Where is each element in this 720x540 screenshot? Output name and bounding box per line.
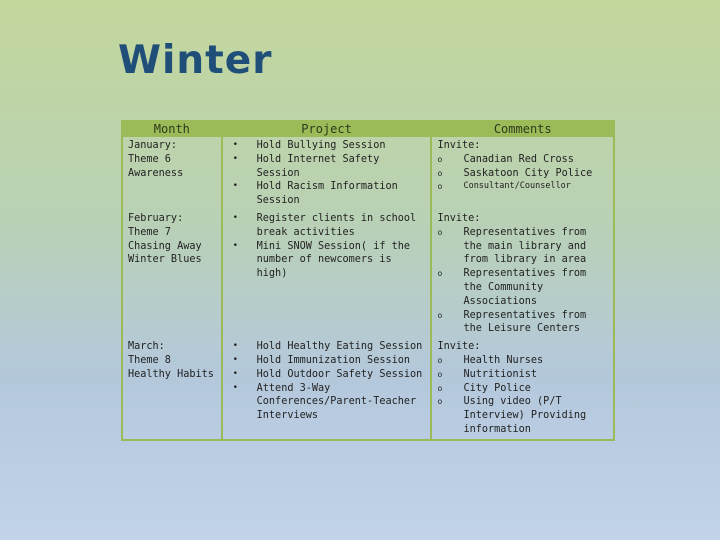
invite-item: o Representatives from the main library and from library in area bbox=[437, 226, 609, 267]
table-row-march bbox=[122, 338, 614, 440]
table-row-february bbox=[122, 210, 614, 338]
project-item: • Mini SNOW Session( if the number of newcomers is high) bbox=[228, 240, 427, 281]
month-theme-title: Chasing Away bbox=[128, 240, 202, 252]
month-theme: Theme 6 bbox=[128, 153, 171, 165]
month-cell bbox=[122, 338, 222, 440]
project-item: • Hold Outdoor Safety Session bbox=[228, 368, 427, 382]
invite-item: o Health Nurses bbox=[437, 354, 609, 368]
project-item: • Register clients in school break activities bbox=[228, 212, 427, 240]
project-item: • Hold Internet Safety Session bbox=[228, 153, 427, 181]
month-theme: Theme 7 bbox=[128, 226, 171, 238]
invite-item: o Using video (P/T Interview) Providing information bbox=[437, 395, 609, 436]
project-item: • Hold Bullying Session bbox=[228, 139, 427, 153]
page-title: Winter bbox=[118, 38, 273, 83]
project-cell bbox=[222, 338, 432, 440]
invite-item: o Representatives from the Community Associations bbox=[437, 267, 609, 308]
invite-item: o Representatives from the Leisure Centers bbox=[437, 309, 609, 337]
month-cell bbox=[122, 210, 222, 338]
table-header-row bbox=[122, 120, 614, 137]
invite-item: o Canadian Red Cross bbox=[437, 153, 609, 167]
table-row-january bbox=[122, 137, 614, 210]
header-comments: Comments bbox=[431, 120, 614, 137]
month-theme-title: Awareness bbox=[128, 167, 184, 179]
invite-item: o Nutritionist bbox=[437, 368, 609, 382]
month-cell bbox=[122, 137, 222, 210]
month-theme: Theme 8 bbox=[128, 354, 171, 366]
invite-label: Invite: bbox=[437, 140, 481, 151]
project-item: • Attend 3-Way Conferences/Parent-Teacher Interviews bbox=[228, 382, 427, 423]
invite-item: o City Police bbox=[437, 382, 609, 396]
header-project: Project bbox=[222, 120, 432, 137]
project-item: • Hold Racism Information Session bbox=[228, 180, 427, 208]
comments-cell bbox=[431, 210, 614, 338]
project-cell bbox=[222, 137, 432, 210]
month-name: March: bbox=[128, 341, 165, 353]
invite-item: o Saskatoon City Police bbox=[437, 167, 609, 181]
month-theme-title: Winter Blues bbox=[128, 254, 202, 266]
project-cell bbox=[222, 210, 432, 338]
month-theme-title: Healthy Habits bbox=[128, 368, 214, 380]
month-name: February: bbox=[128, 212, 184, 224]
project-item: • Hold Immunization Session bbox=[228, 354, 427, 368]
invite-label: Invite: bbox=[437, 212, 481, 224]
invite-item: o Consultant/Counsellor bbox=[437, 180, 609, 194]
header-month: Month bbox=[122, 120, 222, 137]
month-name: January: bbox=[128, 140, 178, 151]
comments-cell bbox=[431, 137, 614, 210]
project-item: • Hold Healthy Eating Session bbox=[228, 340, 427, 354]
winter-plan-table bbox=[121, 120, 615, 441]
comments-cell bbox=[431, 338, 614, 440]
invite-label: Invite: bbox=[437, 341, 481, 353]
